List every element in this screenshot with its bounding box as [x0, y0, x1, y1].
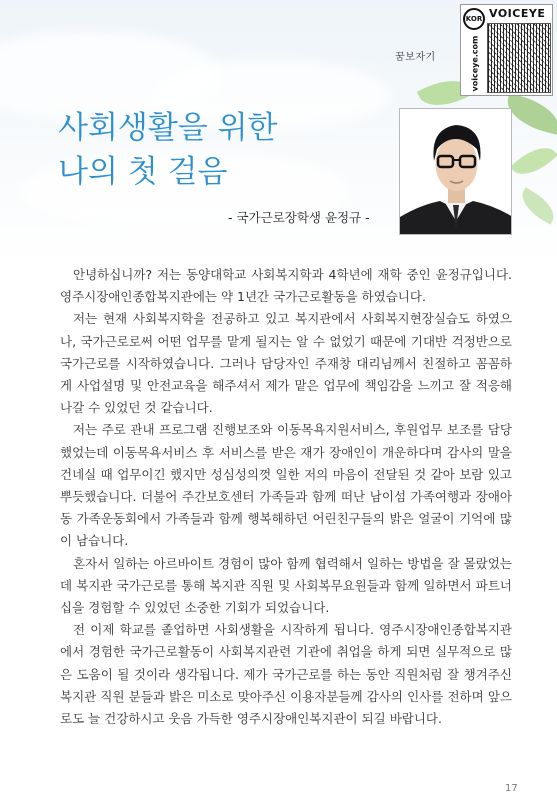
author-photo — [399, 108, 512, 235]
article-body — [60, 264, 512, 730]
kor-badge: KOR — [463, 8, 485, 30]
page-number: 17 — [505, 783, 518, 794]
body-paragraph: 혼자서 일하는 아르바이트 경험이 많아 함께 협력해서 일하는 방법을 잘 몰랐었는데 복지관 국가근로를 통해 복지관 직원 및 사회복무요원들과 함께 일하면서 파트너십을 경험할 수 있었던 소중한 기회가 되었습니다. — [60, 555, 512, 616]
leaf-decoration — [516, 187, 557, 224]
voiceye-code[interactable] — [460, 4, 553, 96]
author-byline: - 국가근로장학생 윤정규 - — [228, 210, 370, 225]
body-paragraph: 전 이제 학교를 졸업하면 사회생활을 시작하게 됩니다. 영주시장애인종합복지관에서 경험한 국가근로활동이 사회복지관련 기관에 취업을 하게 되면 실무적으로 많은 도움이 될 것이라 생각됩니다. 제가 국가근로를 하는 동안 직원처럼 잘 챙겨주신 복지관 직원 분들과 밝은 미소로 맞아주신 이용자분들께 감사의 인사를 전하며 앞으로도 늘 건강하시고 웃음 가득한 영주시장애인복지관이 되길 바랍니다. — [60, 622, 512, 727]
title-line: 사회생활을 위한 — [58, 110, 278, 146]
voiceye-url: voiceye.com — [470, 35, 480, 92]
qr-pattern — [487, 23, 551, 93]
article-title — [58, 106, 277, 194]
leaf-decoration — [510, 138, 557, 183]
voiceye-brand: VOICEYE — [489, 7, 546, 20]
title-line: 나의 첫 걸음 — [58, 154, 228, 190]
section-label: 꿈보자기 — [395, 52, 436, 63]
portrait-image — [400, 109, 512, 235]
body-paragraph: 저는 주로 관내 프로그램 진행보조와 이동목욕지원서비스, 후원업무 보조를 담당했었는데 이동목욕서비스 후 서비스를 받은 재가 장애인이 개운하다며 감사의 말을 건네실 때 업무이긴 했지만 성심성의껏 일한 저의 마음이 전달된 것 같아 보람 있고 뿌듯했습니다. 더불어 주간보호센터 가족들과 함께 떠난 남이섬 가족여행과 장애아동 가족운동회에서 가족들과 함께 행복해하던 어린친구들의 밝은 얼굴이 기억에 많이 남습니다. — [60, 422, 512, 549]
body-paragraph: 안녕하십니까? 저는 동양대학교 사회복지학과 4학년에 재학 중인 윤정규입니다. 영주시장애인종합복지관에는 약 1년간 국가근로활동을 하였습니다. — [60, 267, 512, 305]
body-paragraph: 저는 현재 사회복지학을 전공하고 있고 복지관에서 사회복지현장실습도 하였으나, 국가근로로써 어떤 업무를 맡게 될지는 알 수 없었기 때문에 기대반 걱정반으로 국가근로를 시작하였습니다. 그러나 담당자인 주재창 대리님께서 친절하고 꼼꼼하게 사업설명 및 안전교육을 해주셔서 제가 맡은 업무에 책임감을 느끼고 잘 적응해 나갈 수 있었던 것 같습니다. — [60, 311, 512, 416]
